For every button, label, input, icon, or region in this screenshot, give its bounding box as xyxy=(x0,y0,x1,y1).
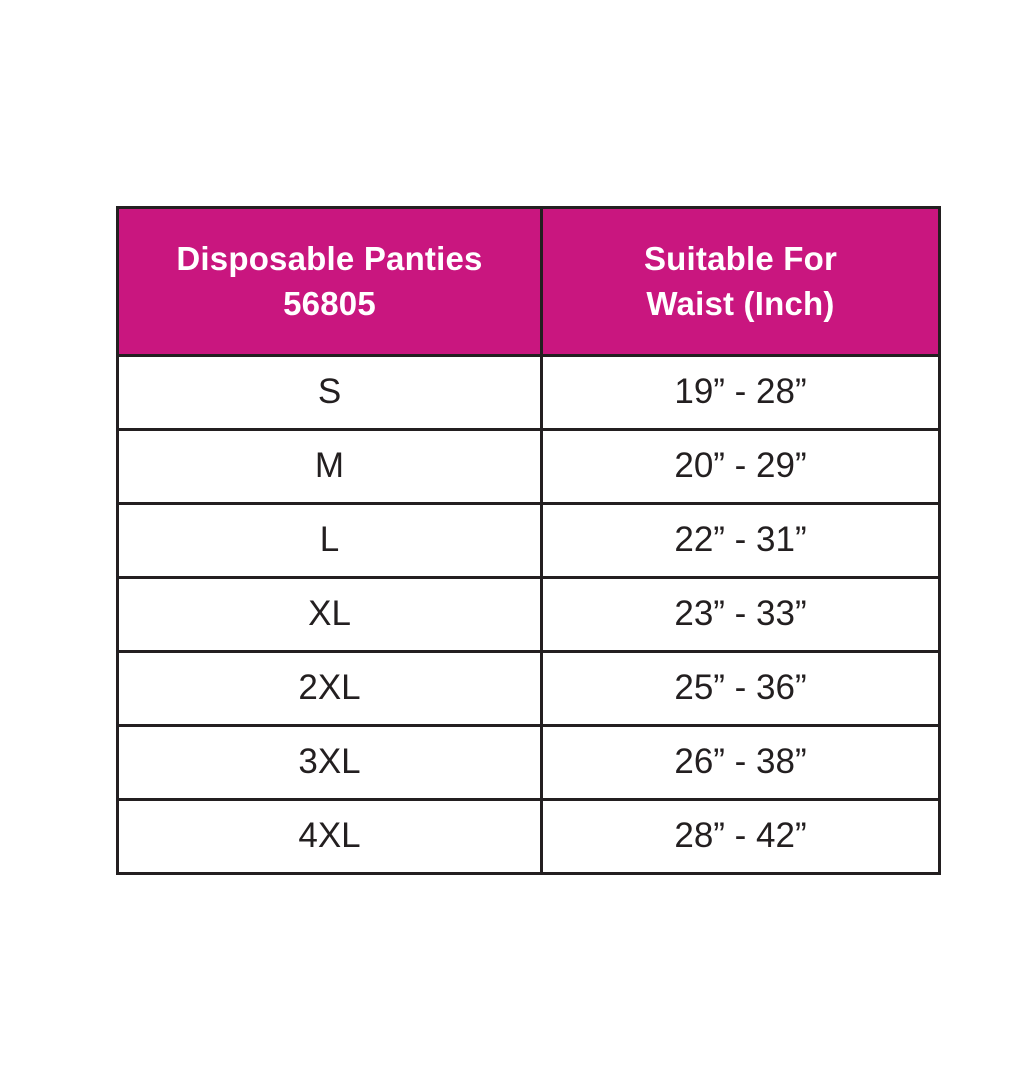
size-value: 3XL xyxy=(118,726,542,800)
size-value: XL xyxy=(118,578,542,652)
waist-value: 23” - 33” xyxy=(542,578,940,652)
table-row xyxy=(118,356,940,430)
waist-value: 22” - 31” xyxy=(542,504,940,578)
table-row xyxy=(118,726,940,800)
waist-value: 25” - 36” xyxy=(542,652,940,726)
column-header-waist-line2: Waist (Inch) xyxy=(646,284,835,322)
waist-value: 28” - 42” xyxy=(542,800,940,874)
waist-value: 19” - 28” xyxy=(542,356,940,430)
size-value: M xyxy=(118,430,542,504)
column-header-waist-line1: Suitable For xyxy=(643,239,838,277)
table-row xyxy=(118,430,940,504)
table-header-row xyxy=(118,208,940,356)
waist-value: 26” - 38” xyxy=(542,726,940,800)
table-row xyxy=(118,652,940,726)
size-chart-table xyxy=(116,206,941,875)
table-row xyxy=(118,800,940,874)
column-header-product-line2: 56805 xyxy=(283,284,376,322)
table-row xyxy=(118,578,940,652)
column-header-waist xyxy=(542,208,940,356)
column-header-product-line1: Disposable Panties xyxy=(176,239,483,277)
column-header-product xyxy=(118,208,542,356)
table-header xyxy=(118,208,940,356)
waist-value: 20” - 29” xyxy=(542,430,940,504)
size-value: 4XL xyxy=(118,800,542,874)
size-value: L xyxy=(118,504,542,578)
table-body xyxy=(118,356,940,874)
table-row xyxy=(118,504,940,578)
size-value: S xyxy=(118,356,542,430)
size-value: 2XL xyxy=(118,652,542,726)
